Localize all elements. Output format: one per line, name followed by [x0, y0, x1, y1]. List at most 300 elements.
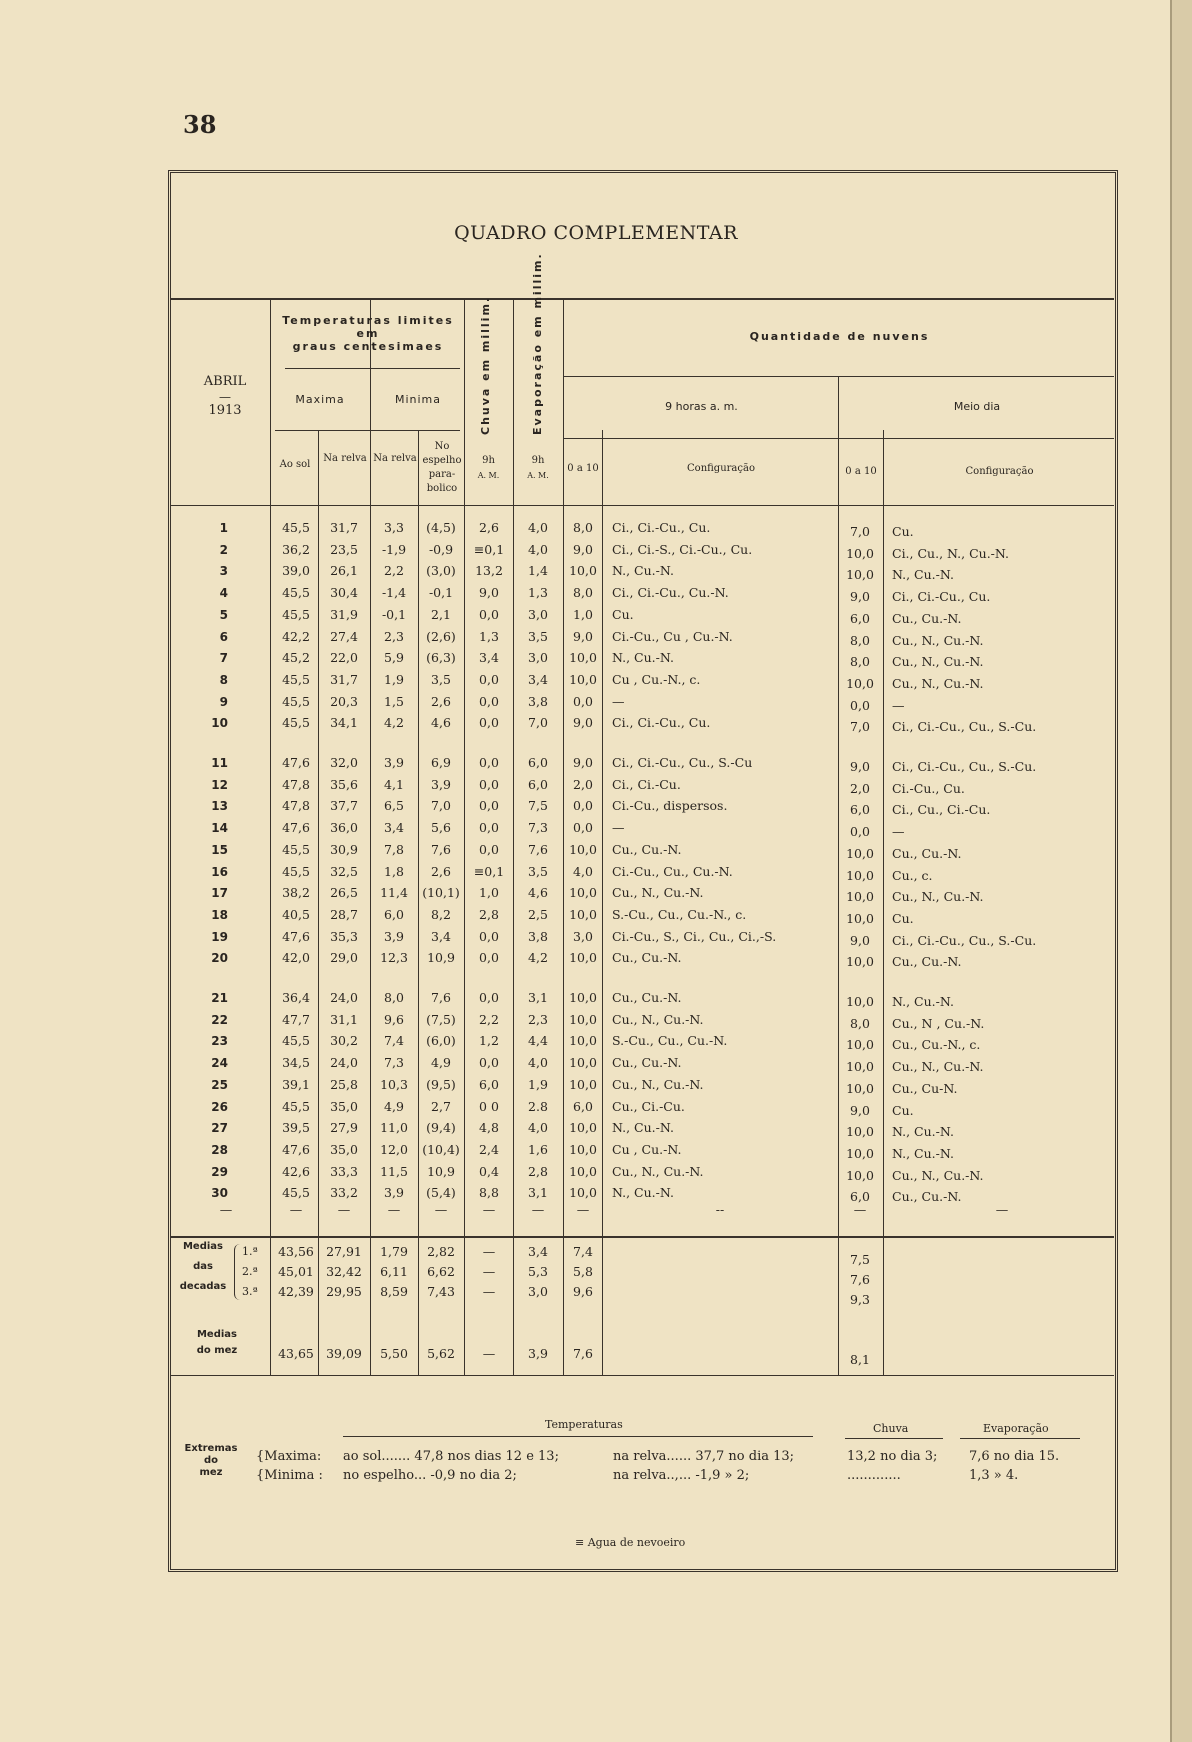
header-subrule-clouds: [563, 376, 1114, 377]
cell-config-9am: N., Cu.-N.: [612, 650, 674, 666]
cell-evaporacao: 3,5: [528, 863, 548, 879]
cell-evaporacao: 7,5: [528, 798, 548, 814]
header-ao-sol: Ao sol: [279, 459, 311, 470]
cell-day: 10: [211, 716, 228, 731]
cell-config-9am: S.-Cu., Cu., Cu.-N.: [612, 1033, 728, 1049]
cell-config-midday: Cu., Cu.-N.: [892, 1189, 962, 1205]
decade-max-ao-sol: 43,56: [278, 1244, 314, 1259]
cell-min-no-espelho: (9,4): [426, 1120, 456, 1136]
extremes-maxima-label: {Maxima:: [256, 1449, 322, 1464]
cell-min-na-relva: -0,1: [381, 606, 407, 622]
cell-chuva: 0,0: [479, 990, 499, 1005]
cell-clouds-9am: 3,0: [573, 928, 593, 944]
cell-min-na-relva: 11,0: [380, 1120, 408, 1136]
cell-dash: —: [995, 1202, 1009, 1217]
cell-evaporacao: 3,5: [528, 628, 548, 644]
cell-max-ao-sol: 45,5: [282, 1033, 310, 1049]
cell-dash: —: [387, 1202, 401, 1217]
month-mean-label-1: Medias: [196, 1329, 238, 1340]
cell-clouds-midday: 10,0: [846, 545, 874, 561]
cell-max-ao-sol: 47,6: [282, 755, 310, 770]
cell-config-midday: Cu., Cu.-N.: [892, 845, 962, 861]
cell-min-na-relva: 3,4: [384, 820, 404, 836]
month-mean-chuva: —: [482, 1346, 496, 1361]
cell-chuva: 6,0: [479, 1076, 499, 1092]
cell-chuva: 0,0: [479, 755, 499, 770]
cell-min-no-espelho: (4,5): [426, 520, 456, 535]
header-evap-am: A. M.: [527, 471, 549, 480]
cell-day: 25: [211, 1077, 228, 1092]
cell-min-no-espelho: 8,2: [431, 906, 451, 922]
cell-evaporacao: 2,5: [528, 906, 548, 922]
cell-config-midday: Cu.: [892, 524, 914, 539]
cell-day: 7: [219, 651, 228, 666]
cell-config-9am: Ci.-Cu., dispersos.: [612, 798, 728, 814]
cell-config-midday: —: [892, 697, 905, 713]
cell-day: 8: [219, 672, 228, 687]
cell-clouds-9am: 9,0: [573, 541, 593, 557]
header-evaporacao: Evaporação em millim.: [531, 252, 544, 435]
extreme-min-evap: 1,3 » 4.: [969, 1468, 1019, 1483]
cell-max-na-relva: 27,4: [330, 628, 358, 644]
cell-max-ao-sol: 39,1: [282, 1076, 310, 1092]
header-temperature-group-3: graus centesimaes: [292, 340, 444, 353]
cell-clouds-midday: 10,0: [846, 867, 874, 883]
cell-evaporacao: 3,1: [528, 990, 548, 1005]
cell-max-ao-sol: 42,2: [282, 628, 310, 644]
extreme-min-relva: na relva..,... -1,9 » 2;: [613, 1468, 750, 1483]
cell-clouds-9am: 10,0: [569, 650, 597, 666]
cell-max-na-relva: 26,5: [330, 885, 358, 901]
footer-chuva-rule: [845, 1438, 943, 1439]
cell-clouds-midday: 10,0: [846, 1167, 874, 1183]
cell-min-na-relva: 10,3: [380, 1076, 408, 1092]
cell-max-ao-sol: 36,2: [282, 541, 310, 557]
header-clouds: Quantidade de nuvens: [749, 330, 930, 343]
cell-max-na-relva: 36,0: [330, 820, 358, 836]
cell-day: 28: [211, 1142, 228, 1157]
cell-max-na-relva: 35,6: [330, 776, 358, 792]
cell-config-9am: Cu., N., Cu.-N.: [612, 1011, 704, 1027]
cell-config-9am: Cu., Cu.-N.: [612, 950, 682, 966]
decade-mark-1: 1.ª: [242, 1245, 258, 1258]
cell-max-na-relva: 32,5: [330, 863, 358, 879]
cell-max-ao-sol: 38,2: [282, 885, 310, 901]
cell-max-na-relva: 30,4: [330, 585, 358, 601]
cell-max-na-relva: 28,7: [330, 906, 358, 922]
cell-day: 24: [211, 1056, 228, 1071]
cell-dash: —: [531, 1202, 545, 1217]
cell-config-midday: Cu.: [892, 910, 914, 926]
cell-clouds-midday: 0,0: [850, 697, 870, 713]
cell-max-na-relva: 37,7: [330, 798, 358, 814]
cell-chuva: 0,0: [479, 1055, 499, 1071]
decade-max-ao-sol: 42,39: [278, 1284, 314, 1299]
decade-clouds-midday: 9,3: [850, 1292, 870, 1307]
cell-config-midday: Cu., Cu.-N., c.: [892, 1037, 981, 1053]
cell-config-9am: Cu., N., Cu.-N.: [612, 885, 704, 901]
cell-clouds-midday: 9,0: [850, 589, 870, 605]
decades-label: [172, 1240, 234, 1294]
cell-min-no-espelho: 3,5: [431, 671, 451, 687]
cell-min-no-espelho: 3,9: [431, 776, 451, 792]
cell-evaporacao: 2.8: [528, 1098, 548, 1114]
header-subrule-hours: [563, 438, 1114, 439]
decades-label-3: decadas: [179, 1281, 227, 1292]
cell-config-midday: N., Cu.-N.: [892, 567, 954, 583]
cell-min-no-espelho: 10,9: [427, 1163, 455, 1179]
cell-clouds-9am: 10,0: [569, 1141, 597, 1157]
cell-clouds-9am: 10,0: [569, 1011, 597, 1027]
cell-chuva: 2,6: [479, 520, 499, 535]
cell-clouds-9am: 8,0: [573, 585, 593, 601]
cell-chuva: 0,0: [479, 841, 499, 857]
cell-config-midday: Cu., N , Cu.-N.: [892, 1015, 985, 1031]
decade-mark-3: 3.ª: [242, 1285, 258, 1298]
cell-config-9am: Ci., Ci.-Cu., Cu., S.-Cu: [612, 755, 753, 770]
cell-min-no-espelho: (9,5): [426, 1076, 456, 1092]
header-config-midday: Configuração: [965, 466, 1034, 477]
cell-min-no-espelho: 4,6: [431, 715, 451, 731]
cell-max-na-relva: 34,1: [330, 715, 358, 731]
cell-clouds-midday: 7,0: [850, 524, 870, 539]
cell-max-ao-sol: 45,5: [282, 1098, 310, 1114]
cell-config-midday: Cu.: [892, 1102, 914, 1118]
cell-clouds-midday: 9,0: [850, 759, 870, 774]
cell-day: 6: [219, 629, 228, 644]
decade-max-na-relva: 27,91: [326, 1244, 362, 1259]
cell-config-midday: Cu., N., Cu.-N.: [892, 1059, 984, 1075]
cell-max-na-relva: 30,9: [330, 841, 358, 857]
cell-min-no-espelho: 2,6: [431, 693, 451, 709]
cell-config-midday: Cu., N., Cu.-N.: [892, 1167, 984, 1183]
cell-max-na-relva: 32,0: [330, 755, 358, 770]
cell-config-midday: Ci., Ci.-Cu., Cu.: [892, 589, 991, 605]
cell-evaporacao: 4,6: [528, 885, 548, 901]
cell-max-na-relva: 31,7: [330, 520, 358, 535]
cell-evaporacao: 2,8: [528, 1163, 548, 1179]
cell-day: 20: [211, 951, 228, 966]
cell-chuva: 2,4: [479, 1141, 499, 1157]
cell-clouds-9am: 0,0: [573, 798, 593, 814]
header-temperature-group-2: em: [356, 327, 380, 340]
cell-evaporacao: 1,3: [528, 585, 548, 601]
cell-evaporacao: 4,4: [528, 1033, 548, 1049]
cell-min-na-relva: 7,4: [384, 1033, 404, 1049]
cell-max-ao-sol: 40,5: [282, 906, 310, 922]
cell-max-na-relva: 31,9: [330, 606, 358, 622]
cell-clouds-midday: 8,0: [850, 632, 870, 648]
header-scale-9am: 0 a 10: [567, 463, 599, 474]
cell-min-na-relva: 9,6: [384, 1011, 404, 1027]
decade-evaporacao: 3,4: [528, 1244, 548, 1259]
cell-day: 14: [211, 821, 228, 836]
header-minima: Minima: [394, 393, 442, 406]
decade-chuva: —: [482, 1284, 496, 1299]
cell-day: 5: [219, 607, 228, 622]
cell-min-na-relva: 12,0: [380, 1141, 408, 1157]
decade-clouds-9am: 5,8: [573, 1264, 593, 1279]
cell-evaporacao: 7,0: [528, 715, 548, 731]
cell-min-no-espelho: (6,0): [426, 1033, 456, 1049]
cell-config-midday: N., Cu.-N.: [892, 994, 954, 1009]
cell-config-midday: Ci., Cu., N., Cu.-N.: [892, 545, 1009, 561]
cell-config-midday: Ci.-Cu., Cu.: [892, 780, 965, 796]
cell-max-ao-sol: 47,6: [282, 1141, 310, 1157]
cell-clouds-midday: 10,0: [846, 1037, 874, 1053]
cell-dash: —: [289, 1202, 303, 1217]
cell-chuva: 1,0: [479, 885, 499, 901]
cell-chuva: 9,0: [479, 585, 499, 601]
cell-day: 11: [211, 756, 228, 770]
cell-config-9am: N., Cu.-N.: [612, 563, 674, 579]
cell-min-na-relva: 1,8: [384, 863, 404, 879]
cell-min-na-relva: 12,3: [380, 950, 408, 966]
col-rule-9: [838, 376, 839, 1375]
cell-dash: —: [482, 1202, 496, 1217]
footer-temps-header: Temperaturas: [545, 1418, 623, 1431]
extreme-max-sol: ao sol....... 47,8 nos dias 12 e 13;: [343, 1449, 559, 1464]
page-edge: [1170, 0, 1192, 1742]
decade-max-ao-sol: 45,01: [278, 1264, 314, 1279]
decade-max-na-relva: 29,95: [326, 1284, 362, 1299]
cell-chuva: ≡0,1: [473, 541, 505, 557]
footer-top-rule: [170, 1375, 1114, 1376]
cell-max-na-relva: 35,0: [330, 1141, 358, 1157]
cell-max-na-relva: 31,7: [330, 671, 358, 687]
decade-chuva: —: [482, 1264, 496, 1279]
cell-chuva: 8,8: [479, 1185, 499, 1201]
cell-min-no-espelho: 2,7: [431, 1098, 451, 1114]
cell-chuva: 0,0: [479, 798, 499, 814]
cell-min-na-relva: 5,9: [384, 650, 404, 666]
cell-evaporacao: 6,0: [528, 755, 548, 770]
header-subrule-maxmin: [275, 430, 460, 431]
cell-max-ao-sol: 45,5: [282, 863, 310, 879]
extremes-label: [172, 1443, 250, 1479]
cell-day: 27: [211, 1121, 228, 1136]
cell-min-no-espelho: (5,4): [426, 1185, 456, 1201]
cell-chuva: 1,2: [479, 1033, 499, 1049]
cell-chuva: 0,0: [479, 950, 499, 966]
decade-min-no-espelho: 6,62: [427, 1264, 455, 1279]
cell-clouds-midday: 10,0: [846, 675, 874, 691]
decade-min-no-espelho: 7,43: [427, 1284, 455, 1299]
cell-evaporacao: 3,0: [528, 650, 548, 666]
header-temperature-group: Temperaturas limites: [282, 314, 454, 327]
decade-clouds-9am: 9,6: [573, 1284, 593, 1299]
cell-max-na-relva: 20,3: [330, 693, 358, 709]
cell-config-9am: N., Cu.-N.: [612, 1120, 674, 1136]
cell-clouds-9am: 1,0: [573, 606, 593, 622]
cell-max-na-relva: 23,5: [330, 541, 358, 557]
cell-config-midday: Cu., Cu-N.: [892, 1080, 958, 1096]
cell-config-9am: Cu., N., Cu.-N.: [612, 1076, 704, 1092]
cell-min-no-espelho: 6,9: [431, 755, 451, 770]
summary-top-rule: [170, 1236, 1114, 1238]
header-midday: Meio dia: [953, 400, 1001, 413]
header-top-rule: [170, 298, 1114, 300]
cell-clouds-midday: 10,0: [846, 567, 874, 583]
header-na-relva-max: Na relva: [323, 453, 367, 464]
cell-config-9am: —: [612, 820, 625, 836]
cell-evaporacao: 4,2: [528, 950, 548, 966]
cell-max-ao-sol: 47,6: [282, 820, 310, 836]
cell-config-9am: Ci.-Cu., S., Ci., Cu., Ci.,-S.: [612, 928, 777, 944]
cell-clouds-9am: 10,0: [569, 990, 597, 1005]
month-mean-clouds-9am: 7,6: [573, 1346, 593, 1361]
cell-day: 9: [219, 694, 228, 709]
cell-config-9am: Ci., Ci.-Cu.: [612, 776, 681, 792]
extremes-label-2: do: [203, 1455, 219, 1466]
cell-max-ao-sol: 47,8: [282, 798, 310, 814]
col-rule-4: [418, 430, 419, 1375]
cell-day: 19: [211, 929, 228, 944]
cell-max-ao-sol: 47,7: [282, 1011, 310, 1027]
cell-min-na-relva: 6,5: [384, 798, 404, 814]
cell-max-ao-sol: 39,0: [282, 563, 310, 579]
cell-min-na-relva: 1,9: [384, 671, 404, 687]
cell-config-9am: Cu.: [612, 606, 634, 622]
cell-evaporacao: 7,6: [528, 841, 548, 857]
cell-clouds-midday: 2,0: [850, 780, 870, 796]
cell-config-midday: N., Cu.-N.: [892, 1145, 954, 1161]
cell-min-na-relva: 3,9: [384, 928, 404, 944]
cell-evaporacao: 4,0: [528, 541, 548, 557]
cell-chuva: 1,3: [479, 628, 499, 644]
header-maxima: Maxima: [295, 393, 345, 406]
extreme-max-relva: na relva...... 37,7 no dia 13;: [613, 1449, 795, 1464]
footer-temps-rule: [343, 1436, 813, 1437]
cell-evaporacao: 3,8: [528, 928, 548, 944]
decade-clouds-9am: 7,4: [573, 1244, 593, 1259]
decade-min-na-relva: 8,59: [380, 1284, 408, 1299]
table-title: QUADRO COMPLEMENTAR: [454, 222, 738, 244]
decade-mark-2: 2.ª: [242, 1265, 258, 1278]
cell-clouds-9am: 10,0: [569, 1055, 597, 1071]
cell-day: 17: [211, 886, 228, 901]
cell-min-no-espelho: 7,6: [431, 841, 451, 857]
cell-config-midday: N., Cu.-N.: [892, 1124, 954, 1140]
cell-chuva: 2,2: [479, 1011, 499, 1027]
decade-chuva: —: [482, 1244, 496, 1259]
cell-min-no-espelho: 2,6: [431, 863, 451, 879]
extremes-minima-label: {Minima :: [256, 1468, 323, 1483]
cell-max-ao-sol: 42,6: [282, 1163, 310, 1179]
cell-chuva: ≡0,1: [473, 863, 505, 879]
cell-clouds-midday: 8,0: [850, 654, 870, 670]
cell-day: 12: [211, 777, 228, 792]
cell-config-9am: Cu., Cu.-N.: [612, 1055, 682, 1071]
cell-clouds-9am: 0,0: [573, 820, 593, 836]
cell-min-na-relva: 3,9: [384, 1185, 404, 1201]
cell-max-na-relva: 31,1: [330, 1011, 358, 1027]
extremes-label-3: mez: [199, 1467, 223, 1478]
cell-min-no-espelho: (3,0): [426, 563, 456, 579]
cell-day: 3: [219, 564, 228, 579]
cell-clouds-9am: 9,0: [573, 715, 593, 731]
cell-max-ao-sol: 45,5: [282, 1185, 310, 1201]
header-month: ABRIL: [203, 374, 247, 389]
cell-day: 21: [211, 991, 228, 1005]
cell-clouds-midday: 10,0: [846, 1059, 874, 1075]
header-bottom-rule: [170, 505, 1114, 506]
month-mean-min-no-espelho: 5,62: [427, 1346, 455, 1361]
cell-max-ao-sol: 34,5: [282, 1055, 310, 1071]
cell-clouds-9am: 10,0: [569, 841, 597, 857]
cell-clouds-midday: 10,0: [846, 889, 874, 905]
cell-config-9am: Cu., N., Cu.-N.: [612, 1163, 704, 1179]
cell-config-9am: Cu , Cu.-N., c.: [612, 671, 701, 687]
cell-max-na-relva: 35,0: [330, 1098, 358, 1114]
cell-chuva: 0,0: [479, 606, 499, 622]
col-rule-10: [883, 430, 884, 1375]
cell-day: 23: [211, 1034, 228, 1049]
cell-clouds-9am: 10,0: [569, 885, 597, 901]
month-mean-label: [172, 1328, 262, 1358]
col-rule-2: [318, 430, 319, 1375]
cell-chuva: 0,4: [479, 1163, 499, 1179]
cell-max-na-relva: 33,3: [330, 1163, 358, 1179]
col-rule-5: [464, 298, 465, 1375]
cell-config-midday: Ci., Cu., Ci.-Cu.: [892, 802, 991, 818]
decade-min-no-espelho: 2,82: [427, 1244, 455, 1259]
cell-min-na-relva: 1,5: [384, 693, 404, 709]
decades-label-2: das: [193, 1261, 213, 1272]
cell-max-ao-sol: 45,2: [282, 650, 310, 666]
header-chuva: Chuva em millim.: [479, 295, 492, 435]
decade-max-na-relva: 32,42: [326, 1264, 362, 1279]
month-mean-label-2: do mez: [196, 1345, 238, 1356]
col-rule-1: [270, 298, 271, 1375]
page-number: 38: [183, 110, 217, 139]
cell-max-na-relva: 24,0: [330, 990, 358, 1005]
cell-min-no-espelho: 7,0: [431, 798, 451, 814]
cell-dash: —: [337, 1202, 351, 1217]
cell-min-no-espelho: (10,1): [422, 885, 460, 901]
cell-clouds-midday: 7,0: [850, 719, 870, 735]
cell-max-ao-sol: 45,5: [282, 693, 310, 709]
cell-config-9am: Cu , Cu.-N.: [612, 1141, 682, 1157]
cell-max-na-relva: 26,1: [330, 563, 358, 579]
cell-evaporacao: 4,0: [528, 1055, 548, 1071]
cell-config-9am: Cu., Cu.-N.: [612, 841, 682, 857]
cell-max-ao-sol: 45,5: [282, 585, 310, 601]
cell-min-na-relva: 2,2: [384, 563, 404, 579]
cell-config-9am: —: [612, 693, 625, 709]
cell-config-9am: Ci., Ci.-Cu., Cu.: [612, 520, 711, 535]
cell-min-no-espelho: 5,6: [431, 820, 451, 836]
cell-evaporacao: 4,0: [528, 1120, 548, 1136]
cell-chuva: 4,8: [479, 1120, 499, 1136]
cell-clouds-9am: 2,0: [573, 776, 593, 792]
cell-day: 1: [219, 521, 228, 535]
cell-clouds-midday: 10,0: [846, 1124, 874, 1140]
cell-clouds-midday: 10,0: [846, 1145, 874, 1161]
cell-config-midday: Cu., N., Cu.-N.: [892, 889, 984, 905]
cell-config-midday: Cu., c.: [892, 867, 933, 883]
cell-clouds-9am: 10,0: [569, 1076, 597, 1092]
header-config-9am: Configuração: [687, 463, 755, 474]
col-rule-3: [370, 298, 371, 1375]
extreme-max-evap: 7,6 no dia 15.: [969, 1449, 1060, 1464]
cell-chuva: 2,8: [479, 906, 499, 922]
cell-clouds-midday: 6,0: [850, 1189, 870, 1205]
header-scale-midday: 0 a 10: [845, 466, 877, 477]
cell-config-9am: Cu., Cu.-N.: [612, 990, 682, 1005]
decade-min-na-relva: 6,11: [380, 1264, 408, 1279]
cell-min-no-espelho: -0,9: [428, 541, 454, 557]
